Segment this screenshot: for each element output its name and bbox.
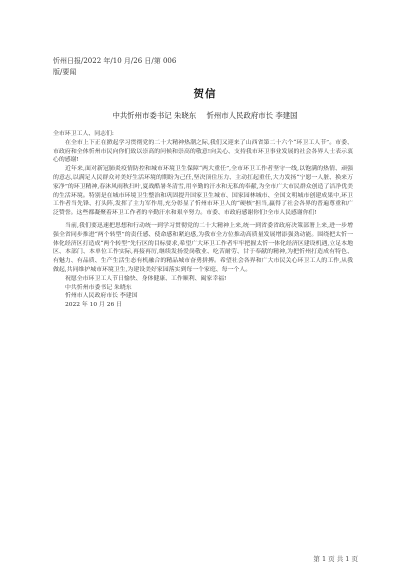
paragraph-4: 祝愿全市环卫工人节日愉快、身体健康、工作顺利、阖家幸福! <box>65 275 227 282</box>
salutation: 全市环卫工人、同志们: <box>53 131 114 137</box>
closing-line-1: 中共忻州市委书记 朱晓东 <box>65 284 132 291</box>
paragraph-3: 当前,我们要迅速把思想和行动统一到学习贯彻党的二十大精神上来,统一到省委省政府决策部署上来,进一步增强全省同步推进“两个转型”的责任感、使命感和紧迫感,为我市全方位推动高质量发展增添强劲动能。围绕把太忻一体化经济区打造成“两个转型”先行区的目标要求,希望广大环卫工作者牢牢把握太忻一体化经济区建设机遇,立足本地区、本部门、本单位工作实际,再接再厉,继续发扬爱岗敬业、吃苦耐劳、甘于奉献的精神,为把忻州打造成有特色、有魅力、有品质、生产生活生态有机融合的精品城市奋勇拼搏。希望社会各界和广大市民关心环卫工人的工作,从我做起,共同维护城市环境卫生,为建设美好家园落实到每一个家庭、每一个人。 <box>53 222 353 273</box>
paragraph-1: 在全市上下正在掀起学习贯彻党的二十大精神热潮之际,我们又迎来了山西省第二十六个“环卫工人节”。市委、市政府和全体忻州市民向你们致以崇高的问候和崇高的敬意!向关心、支持我市环卫事业发展的社会各界人士表示衷心的感谢! <box>53 139 353 164</box>
signer-party-secretary: 中共忻州市委书记 朱晓东 <box>112 111 197 120</box>
source-header <box>53 56 176 78</box>
paragraph-2: 近年来,面对新冠肺炎疫情防控和城市环境卫生保障“两大重任”,全市环卫工作者坚守一线,以饱满的热情、顽强的意志,以满足人民群众对美好生活环境的期盼为己任,坚决顶住压力、主动扛起重任,大力发扬“宁愿一人脏、换来万家净”的环卫精神,春沐风雨秋扫叶,夏战酷暑冬清雪,用辛勤的汗水和无私的奉献,为全市广大市民群众创造了洁净优美的生活环境。特别是在城市环境卫生整治和巩固提升国家卫生城市、国家园林城市、全国文明城市创建成果中,环卫工作者当先锋、打头阵,发挥了主力军作用,充分彰显了忻州市环卫人的“硬核”担当,赢得了社会各界的普遍尊重和广泛赞誉。这些都凝聚着环卫工作者的辛勤汗水和艰辛努力。市委、市政府感谢你们!全市人民感谢你们! <box>53 166 353 217</box>
closing-date: 2022 年 10 月 26 日 <box>65 302 123 309</box>
closing-signature <box>53 284 353 310</box>
document-title: 贺信 <box>193 88 217 100</box>
signer-mayor: 忻州市人民政府市长 李建国 <box>206 111 298 120</box>
closing-line-2: 忻州市人民政府市长 李建国 <box>65 293 138 300</box>
letter-body <box>53 130 353 310</box>
page-footer: 第 1 页 共 1 页 <box>313 555 358 563</box>
signers-line <box>0 110 410 121</box>
header-line-2: 版/要闻 <box>53 68 77 76</box>
header-line-1: 忻州日报/2022 年/10 月/26 日/第 006 <box>53 57 177 65</box>
